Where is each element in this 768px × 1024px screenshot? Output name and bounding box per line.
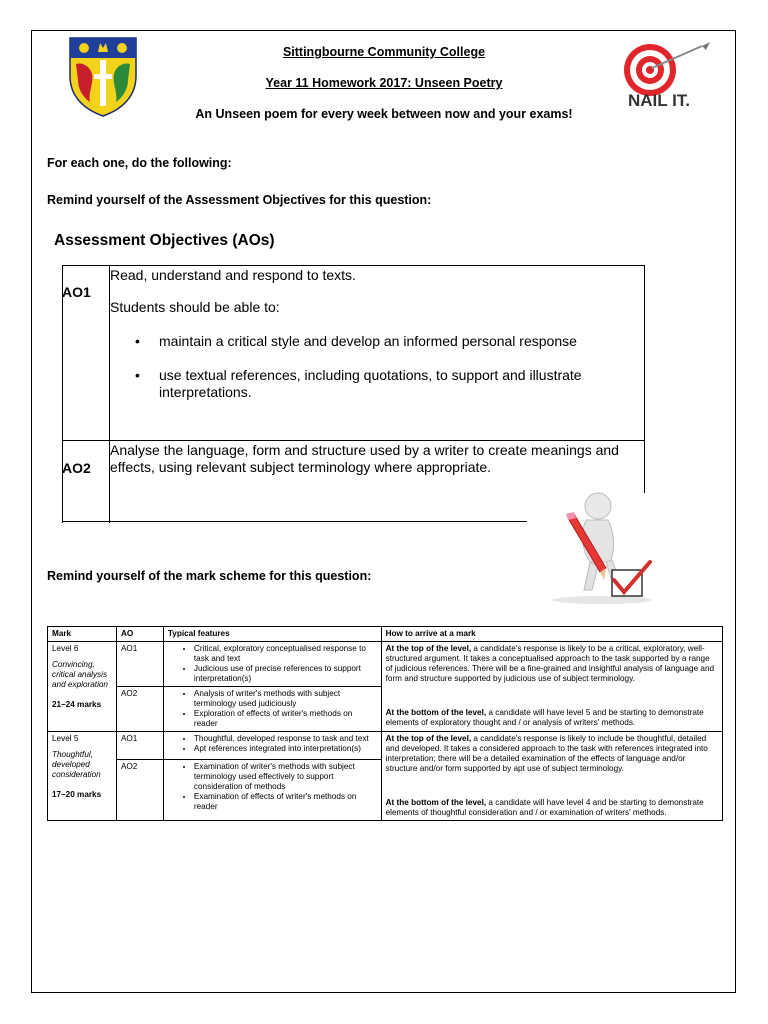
for-each-instruction: For each one, do the following: xyxy=(47,156,232,170)
table-header-row xyxy=(48,627,723,642)
subtitle: An Unseen poem for every week between now and your exams! xyxy=(195,107,573,121)
list-item: • Thoughtful, developed response to task and text xyxy=(194,734,377,744)
features-cell xyxy=(163,732,381,760)
list-item: • Apt references integrated into interpretation(s) xyxy=(194,744,377,754)
list-item: • Analysis of writer's methods with subject terminology used judiciously xyxy=(194,689,377,709)
features-cell xyxy=(163,642,381,687)
list-item: • Judicious use of precise references to support interpretation(s) xyxy=(194,664,377,684)
bottom-of-level-text xyxy=(386,798,718,818)
ao1-bullet-2 xyxy=(135,367,639,401)
features-cell xyxy=(163,687,381,732)
level-cell xyxy=(48,642,117,732)
list-item: • Examination of effects of writer's methods on reader xyxy=(194,792,377,812)
list-item: • Exploration of effects of writer's methods on reader xyxy=(194,709,377,729)
ao-heading: Assessment Objectives (AOs) xyxy=(54,232,275,249)
homework-title: Year 11 Homework 2017: Unseen Poetry xyxy=(265,76,503,90)
ao-cell: AO2 xyxy=(116,759,163,820)
bottom-lead: At the bottom of the level, xyxy=(385,798,487,807)
ao1-line1: Read, understand and respond to texts. xyxy=(110,267,356,283)
ao1-label: AO1 xyxy=(62,284,91,300)
ao1-bullet-1-text: maintain a critical style and develop an informed personal response xyxy=(159,333,577,349)
ao1-bullet-1 xyxy=(135,333,639,350)
bottom-of-level-text xyxy=(386,708,718,728)
arrive-cell xyxy=(381,732,722,821)
figure-pencil-checkmark-icon xyxy=(540,490,665,605)
bottom-body: a candidate will have level 5 and be starting to demonstrate elements of exploratory thought and / or analysis of writers' methods. xyxy=(385,708,704,727)
ao1-line2: Students should be able to: xyxy=(110,299,280,315)
top-body: a candidate's response is likely to be a critical, exploratory, well-structured argument. It takes a conceptualised approach to the task supported by a range of judicious references. There will be a fine-grained and insightful analysis of language and form and structure supported by judicious use of subject terminology. xyxy=(385,644,715,683)
mark-scheme-table xyxy=(47,626,723,821)
ao-cell: AO2 xyxy=(116,687,163,732)
ao2-text: Analyse the language, form and structure used by a writer to create meanings and effects, using relevant subject terminology where appropriate. xyxy=(110,442,619,475)
level-name: Level 5 xyxy=(52,734,79,743)
list-item: • Critical, exploratory conceptualised response to task and text xyxy=(194,644,377,664)
top-lead: At the top of the level, xyxy=(385,734,472,743)
arrive-cell xyxy=(381,642,722,732)
level-marks: 17–20 marks xyxy=(52,790,102,799)
ao-cell: AO1 xyxy=(116,732,163,760)
top-of-level-text xyxy=(386,734,718,774)
bullet-icon: • xyxy=(135,333,140,349)
header-how-to-arrive: How to arrive at a mark xyxy=(381,627,722,642)
school-name: Sittingbourne Community College xyxy=(282,45,486,59)
bottom-body: a candidate will have level 4 and be starting to demonstrate elements of thoughtful consideration and / or examination of writers' methods. xyxy=(385,798,704,817)
ao1-bullet-2-text: use textual references, including quotations, to support and illustrate interpretations. xyxy=(159,367,582,400)
table-row xyxy=(48,642,723,687)
level-descriptor: Convincing, critical analysis and exploration xyxy=(52,660,108,689)
ao2-label: AO2 xyxy=(62,460,91,476)
level-cell xyxy=(48,732,117,821)
list-item: • Examination of writer's methods with subject terminology used effectively to support consideration of methods xyxy=(194,762,377,792)
top-lead: At the top of the level, xyxy=(385,644,472,653)
table-row xyxy=(48,732,723,760)
level-name: Level 6 xyxy=(52,644,79,653)
ao-cell: AO1 xyxy=(116,642,163,687)
remind-mark-scheme-instruction: Remind yourself of the mark scheme for this question: xyxy=(47,569,372,583)
bullet-icon: • xyxy=(135,367,140,383)
level-descriptor: Thoughtful, developed consideration xyxy=(52,750,101,779)
top-body: a candidate's response is likely to include be thoughtful, detailed and developed. It takes a considered approach to the task with references integrated into interpretation; there will be a detailed examination of the effects of language and/or structure and/or form supported by apt use of subject terminology. xyxy=(385,734,708,773)
header-ao: AO xyxy=(116,627,163,642)
header-mark: Mark xyxy=(48,627,117,642)
header-typical-features: Typical features xyxy=(163,627,381,642)
remind-ao-instruction: Remind yourself of the Assessment Objectives for this question: xyxy=(47,193,432,207)
logo-text: NAIL IT. xyxy=(628,91,691,110)
level-marks: 21–24 marks xyxy=(52,700,102,709)
features-cell xyxy=(163,759,381,820)
top-of-level-text xyxy=(386,644,718,684)
bottom-lead: At the bottom of the level, xyxy=(385,708,487,717)
